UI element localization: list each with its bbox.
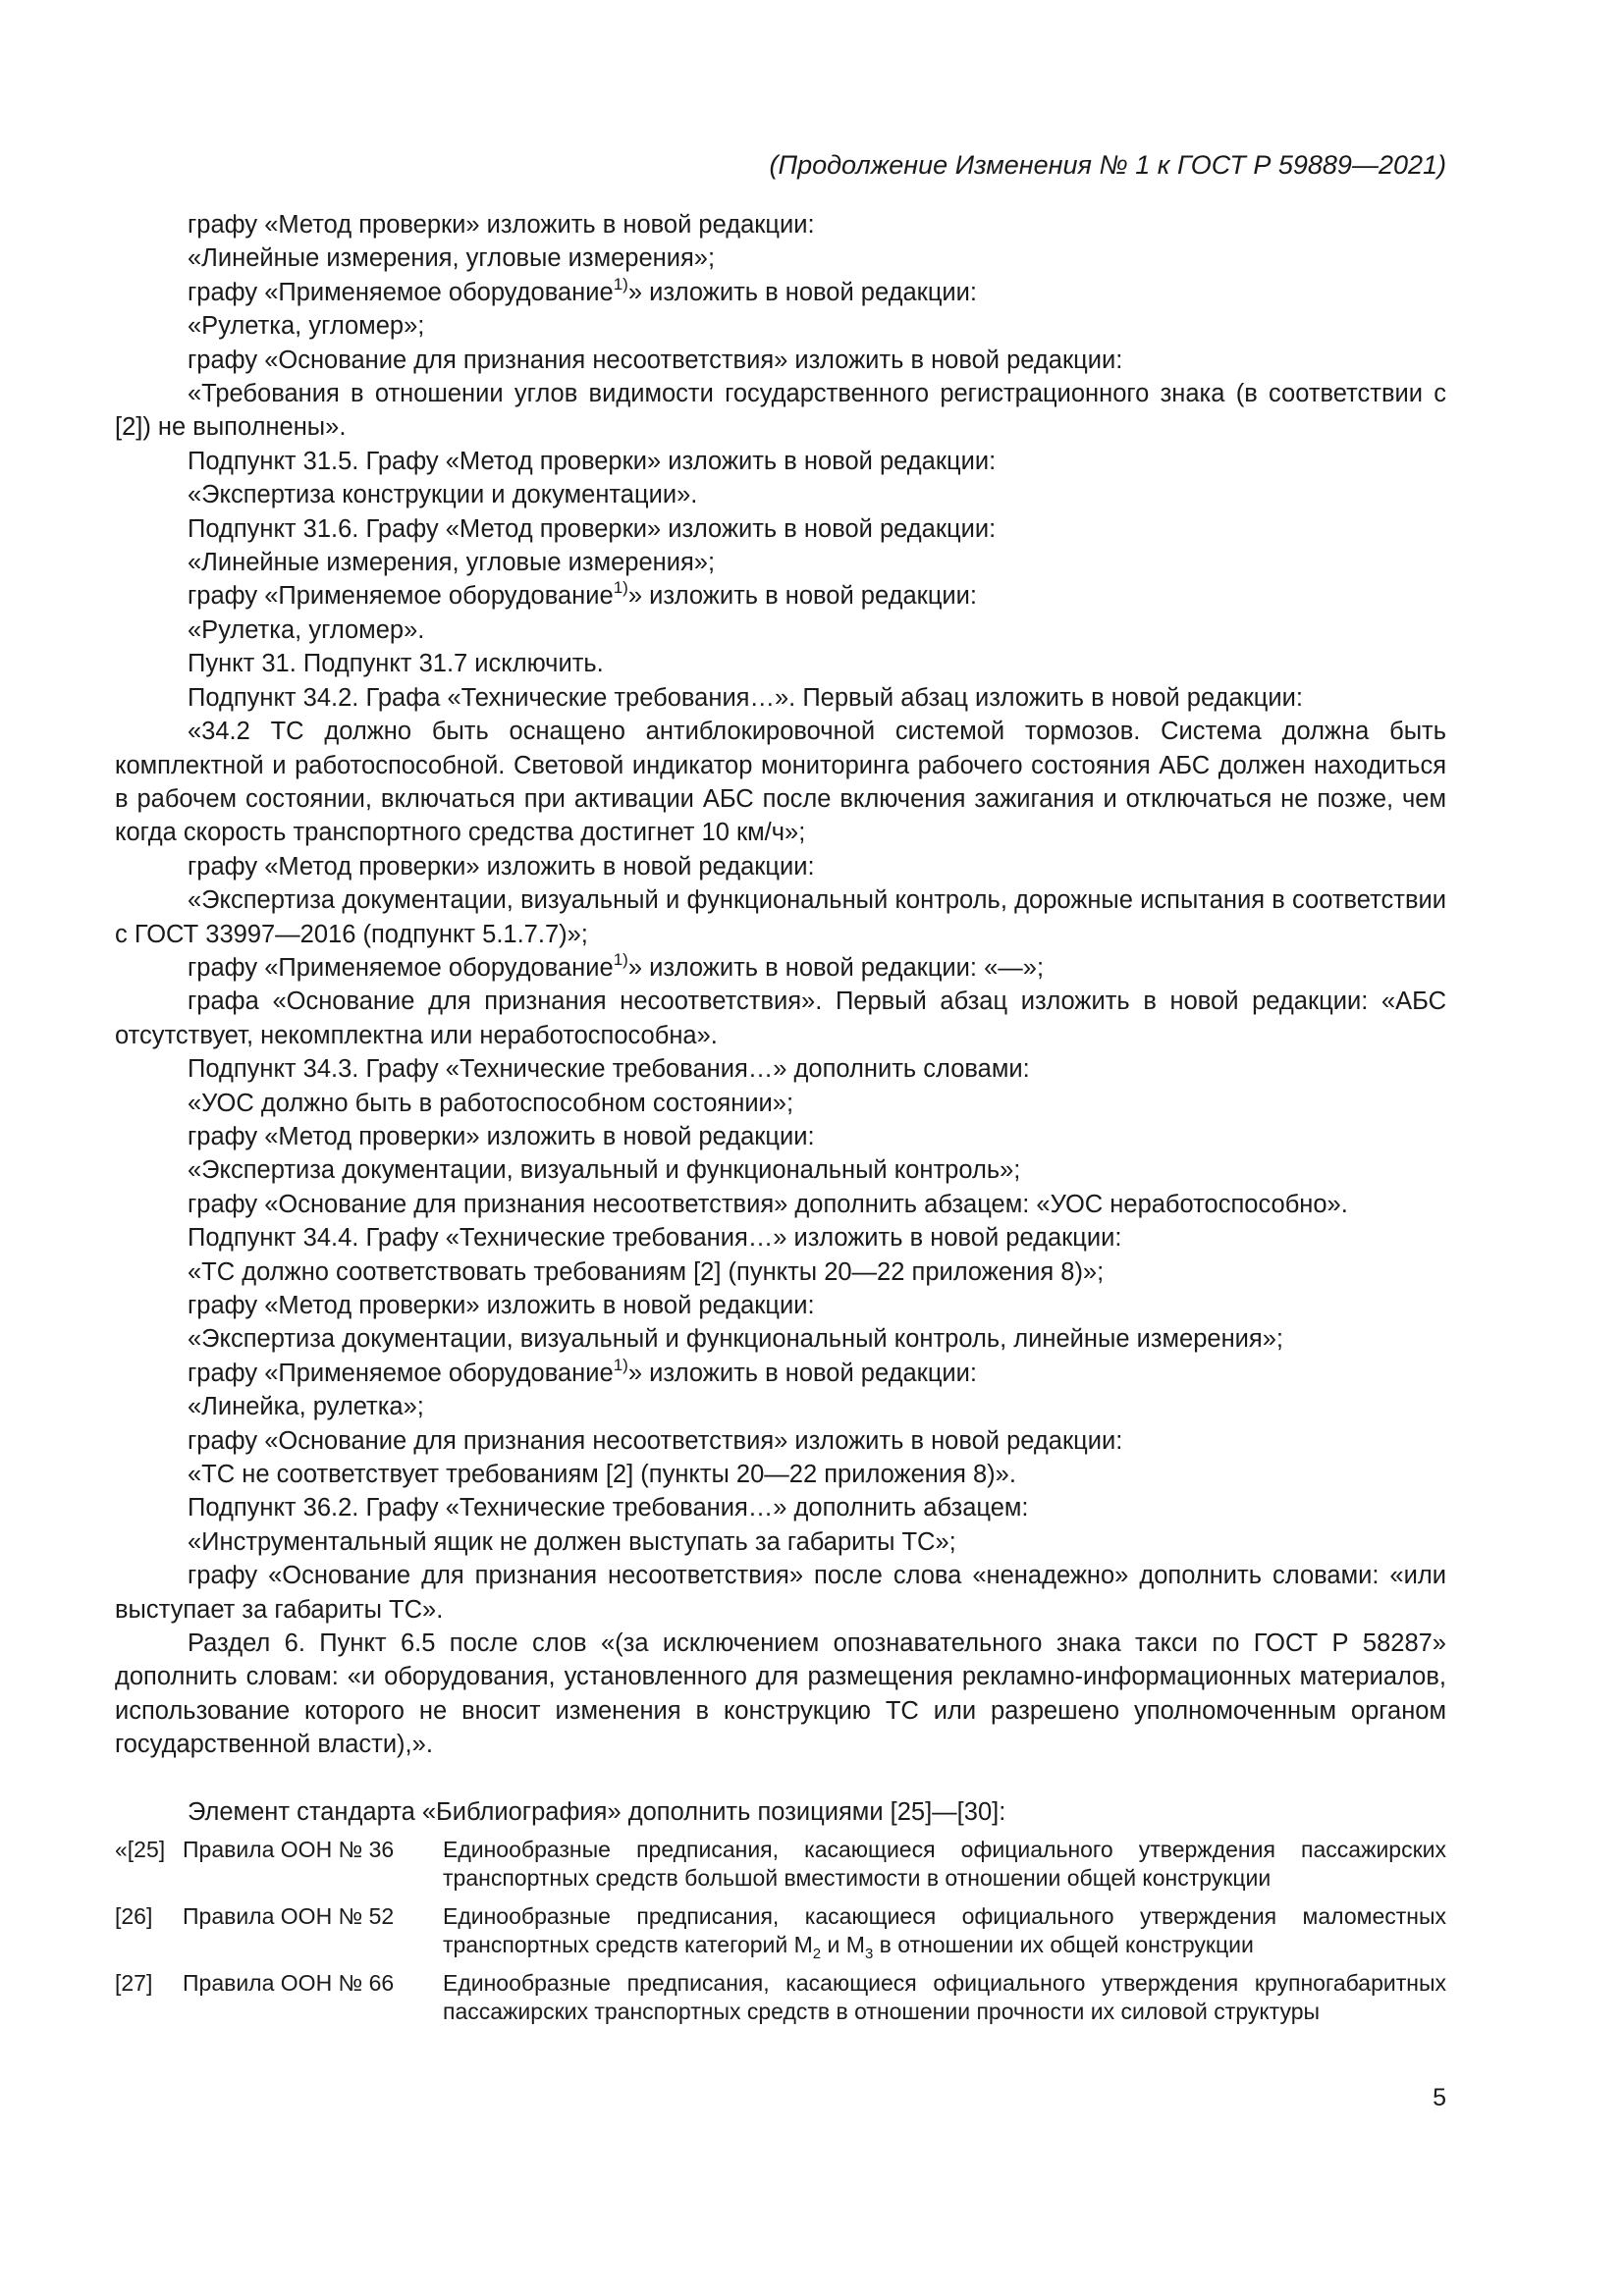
- paragraph: графу «Метод проверки» изложить в новой редакции:: [188, 1292, 815, 1319]
- footnote-mark: 1): [613, 274, 628, 294]
- paragraph: Подпункт 36.2. Графу «Технические требования…» дополнить абзацем:: [188, 1494, 1029, 1522]
- paragraph: Подпункт 34.3. Графу «Технические требования…» дополнить словами:: [188, 1055, 1030, 1084]
- paragraph-text: » изложить в новой редакции:: [627, 1359, 978, 1387]
- paragraph-text: » изложить в новой редакции:: [627, 582, 978, 611]
- paragraph: [115, 951, 1446, 985]
- paragraph: [115, 579, 1446, 613]
- paragraph: «Инструментальный ящик не должен выступать за габариты ТС»;: [188, 1527, 956, 1556]
- paragraph: Подпункт 31.6. Графу «Метод проверки» изложить в новой редакции:: [188, 514, 997, 543]
- bibliography-row: [115, 1969, 1446, 2036]
- paragraph: графу «Основание для признания несоответствия» дополнить абзацем: «УОС неработоспособно».: [188, 1190, 1348, 1218]
- paragraph: Пункт 31. Подпункт 31.7 исключить.: [188, 650, 604, 678]
- footnote-mark: 1): [613, 578, 628, 598]
- amendment-body: [115, 208, 1446, 1829]
- paragraph: Раздел 6. Пункт 6.5 после слов «(за исключением опознавательного знака такси по ГОСТ Р 58287» дополнить словам: «и оборудования, установленного для размещения рекламно-информационных материалов, использование которого не вносит изменения в конструкцию ТС или разрешено уполномоченным органом государственной власти),».: [115, 1629, 1446, 1759]
- paragraph: «Линейные измерения, угловые измерения»;: [188, 549, 716, 577]
- paragraph-text: графу «Применяемое оборудование: [188, 1359, 614, 1387]
- paragraph: «Требования в отношении углов видимости государственного регистрационного знака (в соответствии с [2]) не выполнены».: [115, 380, 1446, 442]
- paragraph: «Линейные измерения, угловые измерения»;: [188, 244, 716, 273]
- paragraph: графу «Основание для признания несоответствия» после слова «ненадежно» дополнить словами: «или выступает за габариты ТС».: [115, 1562, 1446, 1624]
- bibliography-description: Единообразные предписания, касающиеся официального утверждения крупногабаритных пассажирских транспортных средств в отношении прочности их силовой структуры: [443, 1970, 1446, 2024]
- category-subscript: 3: [864, 1946, 874, 1962]
- paragraph: [115, 1357, 1446, 1390]
- paragraph: «Экспертиза конструкции и документации».: [188, 481, 698, 509]
- bibliography-number: [27]: [115, 1970, 153, 1996]
- paragraph-text: » изложить в новой редакции:: [627, 278, 978, 306]
- paragraph: [115, 276, 1446, 309]
- bibliography-description: Единообразные предписания, касающиеся официального утверждения пассажирских транспортных средств большой вместимости в отношении общей конструкции: [443, 1837, 1446, 1891]
- bibliography-number: [26]: [115, 1903, 153, 1929]
- footnote-mark: 1): [613, 1355, 628, 1374]
- paragraph: «Рулетка, угломер».: [188, 615, 425, 644]
- paragraph: графа «Основание для признания несоответствия». Первый абзац изложить в новой редакции: «АБС отсутствует, некомплектна или неработоспособна».: [115, 988, 1446, 1049]
- paragraph: Подпункт 34.2. Графа «Технические требования…». Первый абзац изложить в новой редакции:: [188, 683, 1303, 712]
- paragraph: графу «Метод проверки» изложить в новой редакции:: [188, 852, 815, 881]
- paragraph: Подпункт 31.5. Графу «Метод проверки» изложить в новой редакции:: [188, 447, 997, 475]
- paragraph: графу «Основание для признания несоответствия» изложить в новой редакции:: [188, 1426, 1123, 1455]
- paragraph: «34.2 ТС должно быть оснащено антиблокировочной системой тормозов. Система должна быть комплектной и работоспособной. Световой индикатор мониторинга рабочего состояния АБС должен находиться в рабочем состоянии, включаться при активации АБС после включения зажигания и отключаться не позже, чем когда скорость транспортного средства достигнет 10 км/ч»;: [115, 718, 1446, 847]
- footnote-mark: 1): [613, 949, 628, 969]
- paragraph-text: графу «Применяемое оборудование: [188, 278, 614, 306]
- bibliography-row: [115, 1902, 1446, 1969]
- paragraph: «Экспертиза документации, визуальный и функциональный контроль, дорожные испытания в соответствии с ГОСТ 33997—2016 (подпункт 5.1.7.7)»;: [115, 886, 1446, 948]
- paragraph-text: » изложить в новой редакции: «—»;: [627, 953, 1045, 982]
- bibliography-row: [115, 1836, 1446, 1902]
- running-header: (Продолжение Изменения № 1 к ГОСТ Р 59889—2021): [769, 150, 1446, 180]
- paragraph: «УОС должно быть в работоспособном состоянии»;: [188, 1089, 794, 1117]
- description-text: Единообразные предписания, касающиеся официального утверждения маломестных транспортных средств категорий М: [443, 1903, 1446, 1957]
- category-subscript: 2: [812, 1946, 822, 1962]
- paragraph: графу «Метод проверки» изложить в новой редакции:: [188, 1122, 815, 1150]
- page-number: 5: [1433, 2084, 1446, 2111]
- bibliography-rule: Правила ООН № 52: [183, 1903, 395, 1929]
- document-page: [115, 0, 1446, 2296]
- paragraph: «ТС не соответствует требованиям [2] (пункты 20—22 приложения 8)».: [188, 1461, 1016, 1489]
- paragraph: «Экспертиза документации, визуальный и функциональный контроль»;: [188, 1156, 1021, 1185]
- paragraph: графу «Основание для признания несоответствия» изложить в новой редакции:: [188, 346, 1123, 374]
- bibliography-description: [443, 1902, 1446, 1969]
- paragraph: «Рулетка, угломер»;: [188, 312, 425, 341]
- bibliography-intro: Элемент стандарта «Библиография» дополнить позициями [25]—[30]:: [188, 1797, 1006, 1826]
- paragraph: Подпункт 34.4. Графу «Технические требования…» изложить в новой редакции:: [188, 1224, 1122, 1253]
- description-text: и М: [821, 1932, 865, 1957]
- paragraph-text: графу «Применяемое оборудование: [188, 582, 614, 611]
- paragraph: «Экспертиза документации, визуальный и функциональный контроль, линейные измерения»;: [188, 1325, 1283, 1354]
- paragraph: «Линейка, рулетка»;: [188, 1393, 424, 1421]
- bibliography-number: «[25]: [115, 1837, 166, 1862]
- paragraph: «ТС должно соответствовать требованиям [2] (пункты 20—22 приложения 8)»;: [188, 1257, 1105, 1286]
- description-text: в отношении их общей конструкции: [873, 1932, 1254, 1957]
- paragraph: графу «Метод проверки» изложить в новой редакции:: [188, 211, 815, 239]
- paragraph-text: графу «Применяемое оборудование: [188, 953, 614, 982]
- bibliography-table: [115, 1836, 1446, 2036]
- bibliography-rule: Правила ООН № 36: [183, 1837, 395, 1862]
- bibliography-rule: Правила ООН № 66: [183, 1970, 395, 1996]
